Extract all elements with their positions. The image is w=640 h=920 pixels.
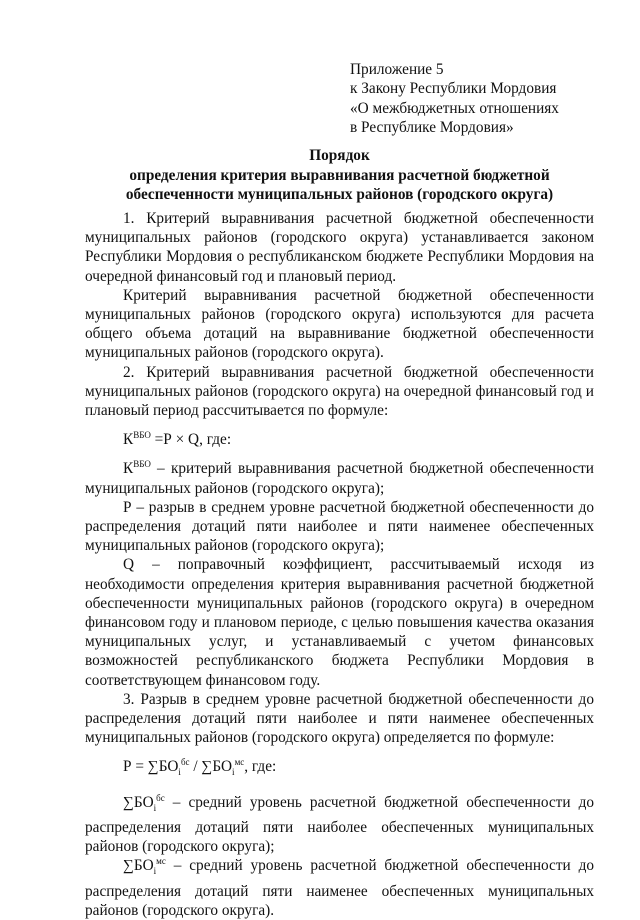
formula2-sup-1: бс [180, 757, 190, 768]
title-line-1: Порядок [309, 147, 370, 164]
def-bs-text: – средний уровень расчетной бюджетной обеспеченности до распределения дотаций пяти наиболее обеспеченных муниципальных районов (городского округа); [85, 793, 594, 856]
formula-gap [123, 757, 594, 782]
formula2-part-b: / ∑БО [189, 758, 233, 776]
formula-k: К [123, 431, 134, 449]
formula-criterion [123, 430, 594, 449]
def-bs-symbol: ∑БО [123, 793, 154, 811]
paragraph-2: Критерий выравнивания расчетной бюджетной обеспеченности муниципальных районов (городского округа) используются для расчета общего объема дотаций на выравнивание бюджетной обеспеченности муниципальных районов (городского округа). [85, 286, 594, 362]
appendix-header [350, 60, 559, 137]
paragraph-4: 3. Разрыв в среднем уровне расчетной бюджетной обеспеченности до распределения дотаций пяти наиболее и пяти наименее обеспеченных муниципальных районов (городского округа) определяется по формуле: [85, 690, 594, 747]
definition-ms [85, 856, 594, 920]
appendix-law-ref: к Закону Республики Мордовия [350, 80, 557, 98]
paragraph-3: 2. Критерий выравнивания расчетной бюджетной обеспеченности муниципальных районов (городского округа) на очередной финансовый год и плановый период рассчитывается по формуле: [85, 363, 594, 420]
def-ms-superscript: мс [156, 856, 166, 867]
appendix-law-title-2: в Республике Мордовия» [350, 118, 514, 136]
paragraph-1: 1. Критерий выравнивания расчетной бюджетной обеспеченности муниципальных районов (городского округа) устанавливается законом Республики Мордовия о республиканском бюджете Республики Мордовия на очередной финансовый год и плановый период. [85, 210, 594, 285]
document-body [85, 209, 594, 920]
formula2-sup-2: мс [234, 757, 245, 768]
formula2-index-2: i [232, 767, 235, 778]
def-k-text: – критерий выравнивания расчетной бюджетной обеспеченности муниципальных районов (городского округа); [85, 460, 594, 497]
appendix-law-title-1: «О межбюджетных отношениях [350, 99, 559, 117]
document-title [85, 146, 594, 205]
def-bs-index: i [153, 802, 157, 813]
formula-k-superscript: ВБО [133, 430, 151, 441]
definition-bs [85, 793, 594, 857]
def-ms-index: i [153, 866, 157, 877]
def-bs-superscript: бс [156, 792, 165, 803]
formula2-part-a: Р = ∑БО [123, 758, 179, 776]
formula-rest: =Р × Q, где: [150, 431, 232, 449]
definition-p: Р – разрыв в среднем уровне расчетной бюджетной обеспеченности до распределения дотаций пяти наиболее и пяти наименее обеспеченных муниципальных районов (городского округа); [85, 498, 594, 555]
def-ms-text: – средний уровень расчетной бюджетной обеспеченности до распределения дотаций пяти наименее обеспеченных муниципальных районов (городского округа). [85, 857, 594, 919]
definition-q: Q – поправочный коэффициент, рассчитываемый исходя из необходимости определения критерия выравнивания расчетной бюджетной обеспеченности муниципальных районов (городского округа) в очередном финансовом году и плановом периоде, с целью повышения качества оказания муниципальных услуг, и устанавливаемый с учетом финансовых возможностей республиканского бюджета Республики Мордовия в соответствующем финансовом году. [85, 556, 594, 689]
appendix-number: Приложение 5 [350, 61, 444, 78]
formula2-part-c: , где: [244, 758, 277, 776]
title-line-2: определения критерия выравнивания расчетной бюджетной [129, 166, 550, 184]
def-k-superscript: ВБО [133, 459, 151, 470]
definition-k [85, 459, 594, 497]
title-line-3: обеспеченности муниципальных районов (городского округа) [125, 186, 554, 203]
def-ms-symbol: ∑БО [123, 857, 154, 875]
def-k-symbol: К [123, 460, 134, 478]
formula2-index-1: i [178, 767, 181, 778]
